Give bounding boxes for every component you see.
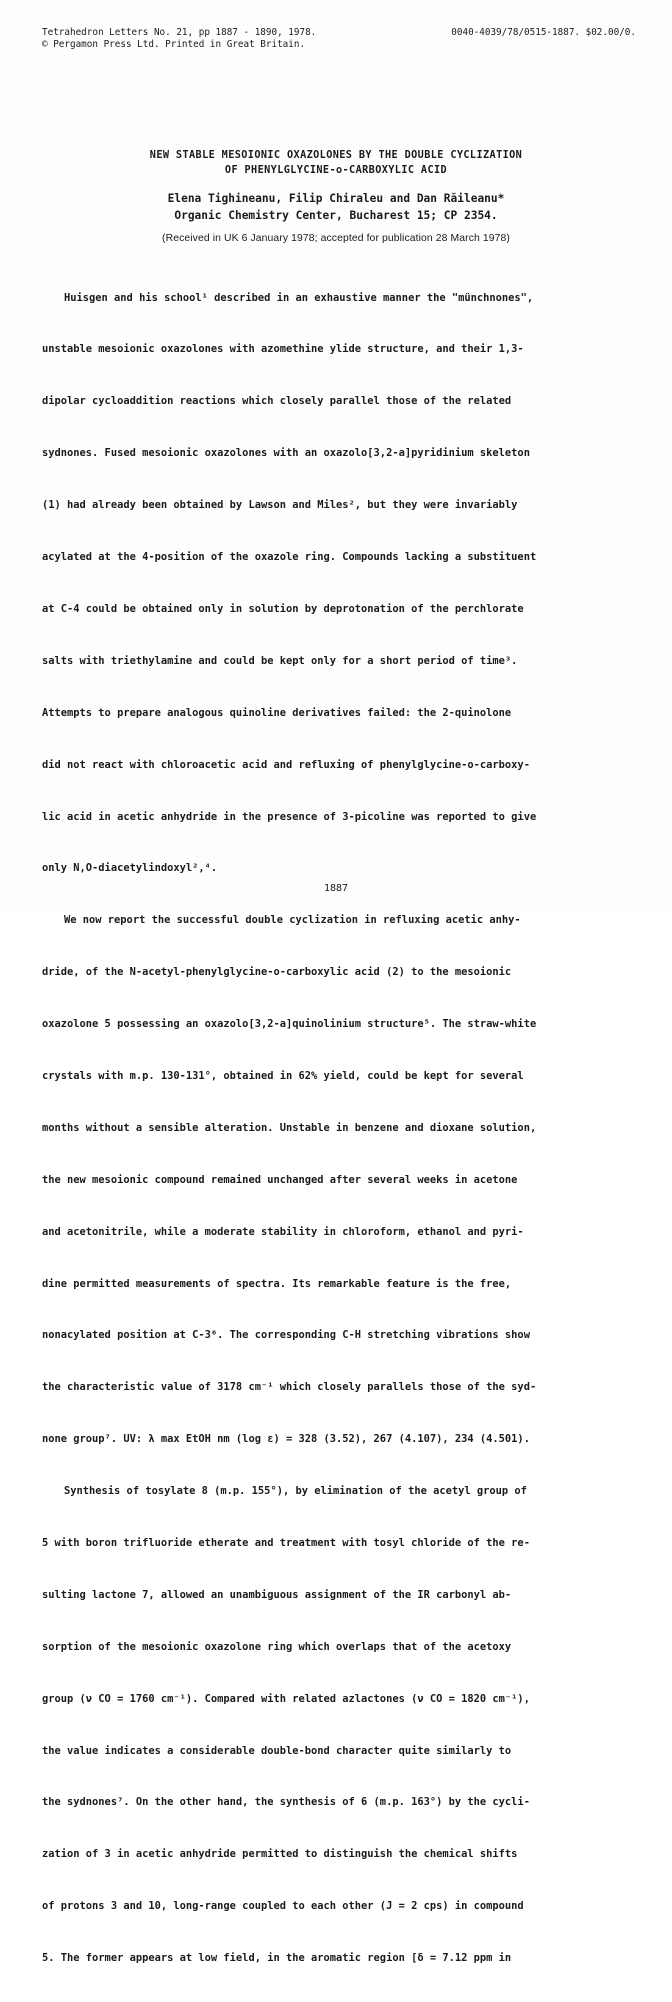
- body-line: the value indicates a considerable double-bond character quite similarly to: [42, 1744, 512, 1757]
- body-line: none group⁷. UV: λ max EtOH nm (log ε) = 328 (3.52), 267 (4.107), 234 (4.501).: [42, 1433, 530, 1446]
- body-line: crystals with m.p. 130-131°, obtained in 62% yield, could be kept for several: [42, 1069, 524, 1082]
- body-line: the characteristic value of 3178 cm⁻¹ which closely parallels those of the syd-: [42, 1381, 537, 1394]
- body-line: unstable mesoionic oxazolones with azomethine ylide structure, and their 1,3-: [42, 343, 524, 356]
- body-line: sydnones. Fused mesoionic oxazolones with an oxazolo[3,2-a]pyridinium skeleton: [42, 447, 530, 460]
- body-line: 5. The former appears at low field, in the aromatic region [δ = 7.12 ppm in: [42, 1952, 512, 1965]
- body-line: dine permitted measurements of spectra. Its remarkable feature is the free,: [42, 1277, 512, 1290]
- body-line: nonacylated position at C-3⁶. The corresponding C-H stretching vibrations show: [42, 1329, 530, 1342]
- body-line: Synthesis of tosylate 8 (m.p. 155°), by elimination of the acetyl group of: [64, 1485, 527, 1498]
- body-line: Huisgen and his school¹ described in an exhaustive manner the "münchnones",: [64, 291, 534, 304]
- page-number: 1887: [323, 883, 349, 894]
- body-line: We now report the successful double cyclization in refluxing acetic anhy-: [64, 914, 521, 927]
- page-header: [42, 27, 642, 51]
- article-title-line-2: OF PHENYLGLYCINE-o-CARBOXYLIC ACID: [224, 165, 448, 176]
- copyright-line: © Pergamon Press Ltd. Printed in Great Britain.: [42, 39, 306, 50]
- journal-citation: Tetrahedron Letters No. 21, pp 1887 - 1890, 1978.: [42, 27, 317, 38]
- body-line: (1) had already been obtained by Lawson and Miles², but they were invariably: [42, 499, 518, 512]
- article-title-line-1: NEW STABLE MESOIONIC OXAZOLONES BY THE DOUBLE CYCLIZATION: [149, 150, 523, 161]
- body-line: salts with triethylamine and could be kept only for a short period of time³.: [42, 654, 518, 667]
- body-line: acylated at the 4-position of the oxazole ring. Compounds lacking a substituent: [42, 551, 537, 564]
- body-line: 5 with boron trifluoride etherate and treatment with tosyl chloride of the re-: [42, 1536, 530, 1549]
- body-line: the sydnones⁷. On the other hand, the synthesis of 6 (m.p. 163°) by the cycli-: [42, 1796, 530, 1809]
- body-line: and acetonitrile, while a moderate stability in chloroform, ethanol and pyri-: [42, 1225, 524, 1238]
- body-line: months without a sensible alteration. Unstable in benzene and dioxane solution,: [42, 1121, 537, 1134]
- body-line: zation of 3 in acetic anhydride permitted to distinguish the chemical shifts: [42, 1848, 518, 1861]
- body-line: sorption of the mesoionic oxazolone ring which overlaps that of the acetoxy: [42, 1640, 512, 1653]
- author-names: Elena Tighineanu, Filip Chiraleu and Dan Răileanu*: [167, 192, 505, 205]
- body-line: group (ν CO = 1760 cm⁻¹). Compared with related azlactones (ν CO = 1820 cm⁻¹),: [42, 1692, 530, 1705]
- body-line: sulting lactone 7, allowed an unambiguous assignment of the IR carbonyl ab-: [42, 1588, 512, 1601]
- article-code: 0040-4039/78/0515-1887. $02.00/0.: [451, 27, 636, 38]
- body-line: at C-4 could be obtained only in solution by deprotonation of the perchlorate: [42, 602, 524, 615]
- body-line: of protons 3 and 10, long-range coupled to each other (J = 2 cps) in compound: [42, 1900, 524, 1913]
- body-line: only N,O-diacetylindoxyl²,⁴.: [42, 862, 218, 875]
- author-block: [0, 190, 672, 224]
- body-line: did not react with chloroacetic acid and refluxing of phenylglycine-o-carboxy-: [42, 758, 530, 771]
- article-body: [42, 255, 642, 2002]
- received-note: (Received in UK 6 January 1978; accepted for publication 28 March 1978): [162, 233, 510, 244]
- body-line: the new mesoionic compound remained unchanged after several weeks in acetone: [42, 1173, 518, 1186]
- body-line: oxazolone 5 possessing an oxazolo[3,2-a]quinolinium structure⁵. The straw-white: [42, 1018, 537, 1031]
- body-line: lic acid in acetic anhydride in the presence of 3-picoline was reported to give: [42, 810, 537, 823]
- body-line: Attempts to prepare analogous quinoline derivatives failed: the 2-quinolone: [42, 706, 512, 719]
- body-line: dipolar cycloaddition reactions which closely parallel those of the related: [42, 395, 512, 408]
- body-line: dride, of the N-acetyl-phenylglycine-o-carboxylic acid (2) to the mesoionic: [42, 966, 512, 979]
- author-affiliation: Organic Chemistry Center, Bucharest 15; CP 2354.: [174, 209, 498, 222]
